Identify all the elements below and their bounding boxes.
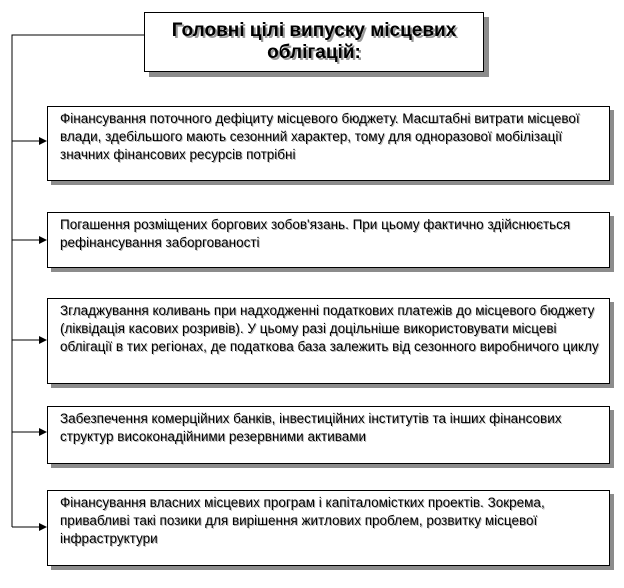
- goal-text-3: Згладжування коливань при надходженні податкових платежів до місцевого бюджету (ліквідація касових розривів). У цьому разі доцільніше використовувати місцеві облігації в тих регіонах, де податкова база залежить від сезонного виробничого циклу: [60, 303, 599, 354]
- goal-text-1: Фінансування поточного дефіциту місцевого бюджету. Масштабні витрати місцевої влади, здебільшого мають сезонний характер, тому для одноразової мобілізації значних фінансових ресурсів потрібні: [60, 111, 580, 162]
- diagram-title: Головні цілі випуску місцевих облігацій:: [171, 20, 457, 63]
- goal-box-1: [47, 106, 610, 181]
- goal-box-5: [47, 490, 610, 566]
- goal-text-5: Фінансування власних місцевих програм і капіталомістких проектів. Зокрема, привабливі такі позики для вирішення житлових проблем, розвитку місцевої інфраструктури: [60, 495, 545, 546]
- goal-box-4: [47, 406, 610, 464]
- goal-box-2: [47, 212, 610, 268]
- diagram-title-box: [144, 12, 484, 72]
- goal-text-2: Погашення розміщених боргових зобов'язань. При цьому фактично здійснюється рефінансування заборгованості: [60, 217, 571, 250]
- goal-text-4: Забезпечення комерційних банків, інвестиційних інститутів та інших фінансових структур високонадійними резервними активами: [60, 411, 562, 444]
- goal-box-3: [47, 298, 610, 384]
